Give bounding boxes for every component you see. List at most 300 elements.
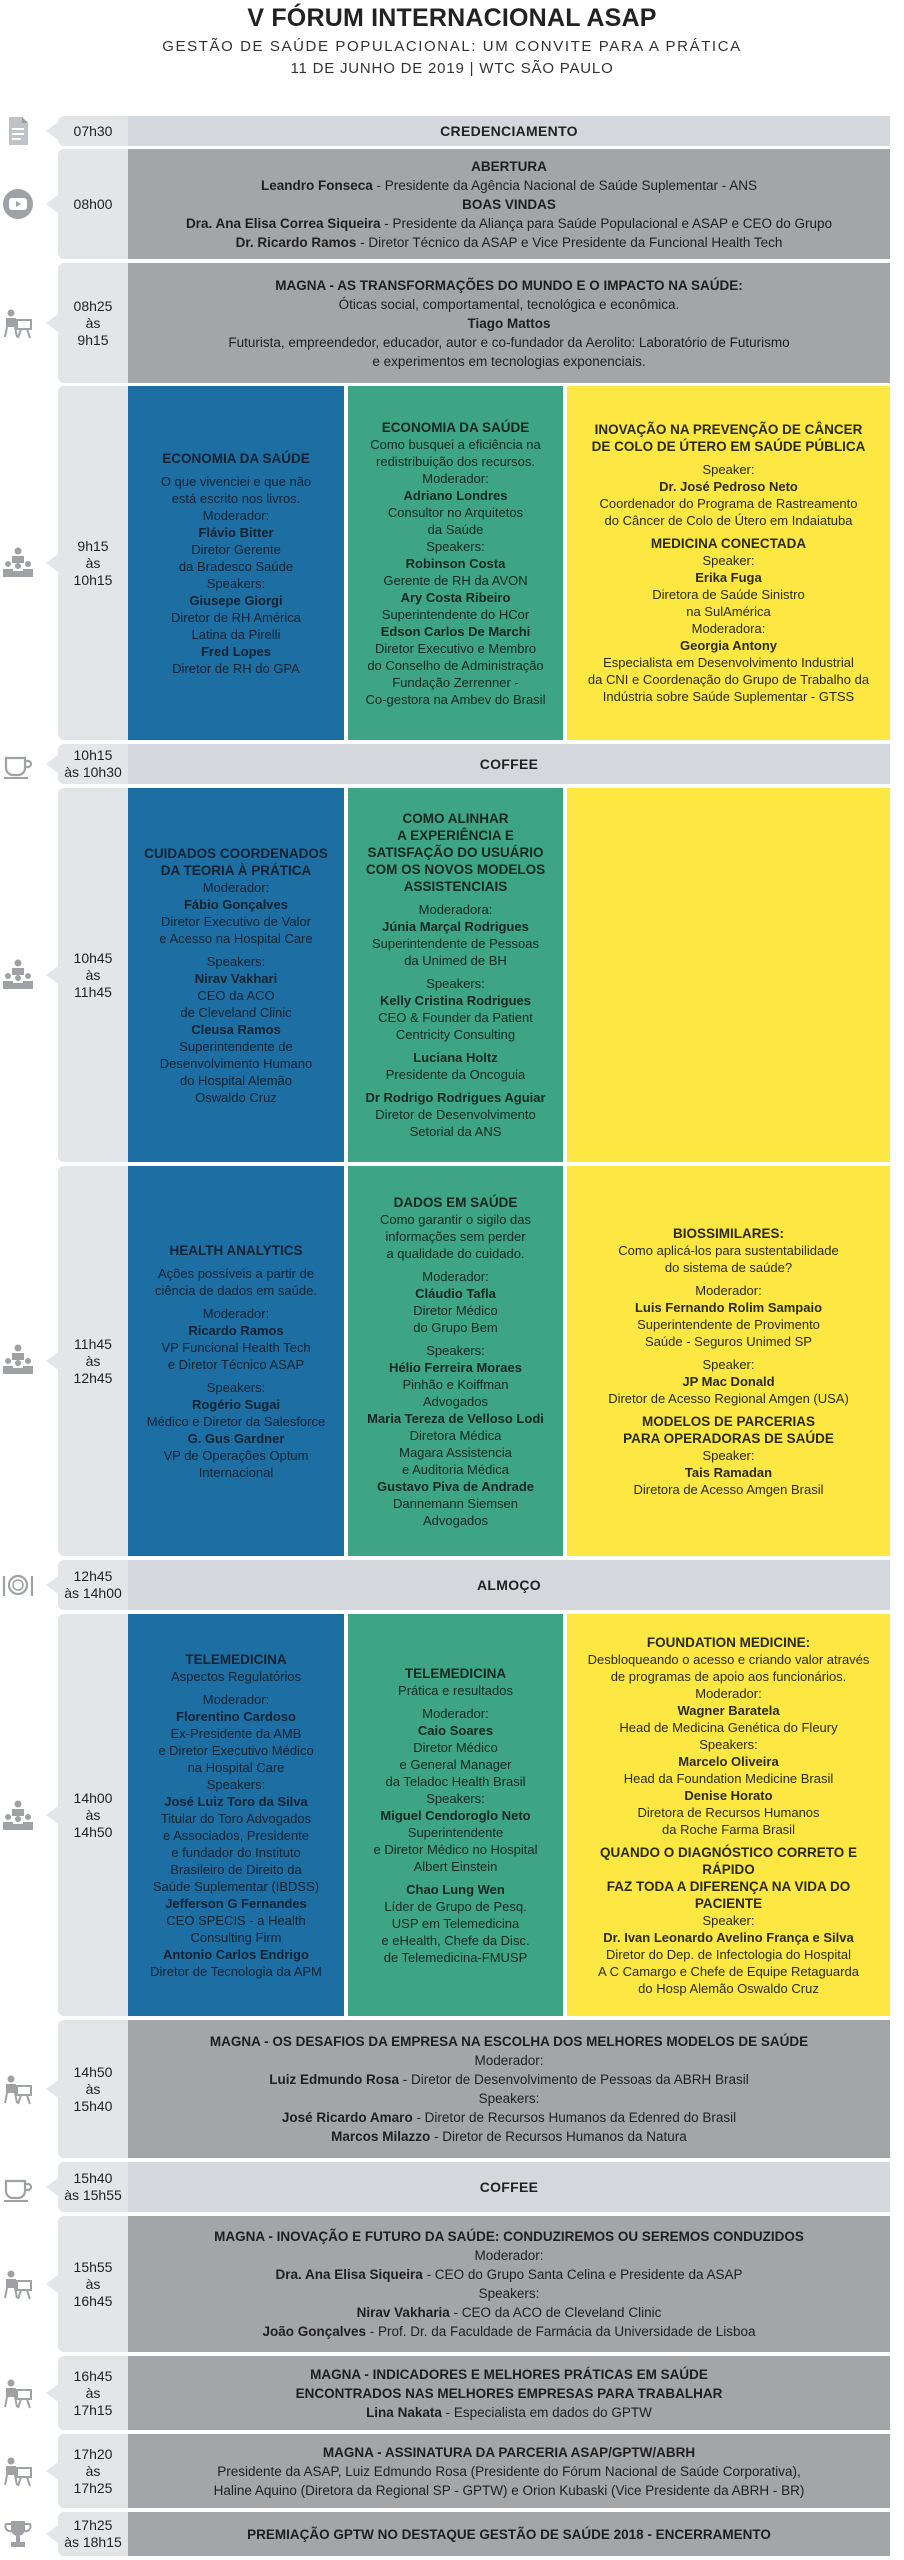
role-label: Moderador: [695, 1282, 762, 1298]
role-label: Speaker: [702, 462, 755, 477]
speaker-name: G. Gus Gardner [187, 1430, 285, 1446]
speaker-name: Lina Nakata [366, 2404, 442, 2420]
speaker-role: VP Funcional Health Tech [161, 1339, 311, 1355]
speaker-audience-icon [0, 2071, 36, 2107]
speaker-audience-icon [0, 2453, 36, 2489]
schedule-row-magna-transformacoes [0, 263, 904, 383]
session-magna [128, 2216, 890, 2352]
speaker-audience-icon [0, 2375, 36, 2411]
time-label: 12h45 às 14h00 [58, 1560, 128, 1610]
speaker-role: Diretor Médico [413, 1739, 498, 1755]
schedule-row-magna-assinatura [0, 2434, 904, 2508]
schedule-row-premiacao [0, 2512, 904, 2556]
speaker-role: da Teladoc Health Brasil [385, 1773, 526, 1789]
speaker-role: Diretora de Saúde Sinistro [652, 587, 805, 602]
speaker-role: e Diretor Médico no Hospital [373, 1841, 538, 1857]
session-heading: SATISFAÇÃO DO USUÁRIO [367, 845, 544, 860]
speaker-name: Adriano Londres [403, 487, 508, 503]
speaker-role: de Cleveland Clinic [180, 1004, 292, 1020]
session-column-yellow [567, 1614, 890, 2016]
session-column-yellow-empty [567, 788, 890, 1162]
panel-icon [0, 1341, 36, 1377]
session-line [269, 2070, 748, 2089]
time-label: 17h20 às 17h25 [58, 2434, 128, 2508]
session-title: ALMOÇO [128, 1560, 890, 1610]
session-title [128, 2512, 890, 2556]
speaker-role: Dannemann Siemsen [392, 1495, 519, 1511]
speaker-role: Superintendente de Pessoas [372, 936, 539, 951]
speaker-role: Diretor de RH do GPA [172, 660, 300, 676]
session-heading: INOVAÇÃO NA PREVENÇÃO DE CÂNCER [594, 422, 863, 437]
schedule-row-magna-indicadores [0, 2356, 904, 2430]
speaker-name: Dr. Ricardo Ramos [235, 234, 357, 250]
role-label: Speakers: [478, 2091, 540, 2106]
speaker-role: Saúde - Seguros Unimed SP [645, 1333, 812, 1349]
speaker-role: Diretora Médica [409, 1427, 502, 1443]
role-label: Speaker: [702, 1447, 755, 1463]
session-line: Haline Aquino (Diretora da Regional SP - GPTW) e Orion Kubaski (Vice Presidente da ABRH - BR) [213, 2482, 805, 2498]
schedule-row-panel-0915 [0, 386, 904, 740]
speaker-name: Edson Carlos De Marchi [380, 623, 531, 639]
session-heading: QUANDO O DIAGNÓSTICO CORRETO E RÁPIDO [599, 1844, 857, 1877]
session-heading: MAGNA - AS TRANSFORMAÇÕES DO MUNDO E O IMPACTO NA SAÚDE: [275, 277, 743, 293]
parallel-sessions [128, 1614, 890, 2016]
session-magna [128, 263, 890, 383]
speaker-role: Centricity Consulting [395, 1027, 516, 1042]
speaker-role: - Diretor de Recursos Humanos da Edenred do Brasil [412, 2110, 737, 2125]
role-label: Moderadora: [418, 902, 493, 917]
session-desc: do sistema de saúde? [664, 1259, 793, 1275]
session-heading: TELEMEDICINA [185, 1651, 287, 1667]
schedule-row-panel-1145 [0, 1166, 904, 1556]
speaker-name: Luiz Edmundo Rosa [269, 2072, 400, 2087]
schedule-row-credenciamento [0, 116, 904, 146]
time-label: 15h40 às 15h55 [58, 2162, 128, 2212]
role-label: Moderador: [202, 507, 270, 523]
session-column-green [348, 788, 563, 1162]
role-label: Speakers: [426, 538, 485, 554]
speaker-role: VP de Operações Optum [163, 1447, 309, 1463]
event-date: 11 DE JUNHO DE 2019 | WTC SÃO PAULO [290, 60, 614, 77]
speaker-audience-icon [0, 2266, 36, 2302]
speaker-role: Fundação Zerrenner - [392, 674, 519, 690]
speaker-role: e General Manager [399, 1756, 512, 1772]
schedule-row-abertura [0, 149, 904, 259]
speaker-role: Internacional [198, 1464, 274, 1480]
speaker-role: na Hospital Care [187, 1759, 285, 1775]
speaker-name: Dra. Ana Elisa Siqueira [275, 2267, 423, 2282]
role-label: Moderador: [474, 2248, 544, 2263]
speaker-role: Diretor de Tecnologia da APM [150, 1963, 322, 1979]
parallel-sessions [128, 386, 890, 740]
speaker-role: Diretor Gerente [191, 541, 281, 557]
speaker-name: Ary Costa Ribeiro [400, 589, 511, 605]
session-desc: ciência de dados em saúde. [155, 1282, 317, 1298]
role-label: Speakers: [206, 575, 266, 591]
speaker-role: do Hospital Alemão [179, 1072, 292, 1088]
session-title: COFFEE [128, 744, 890, 784]
speaker-role: Setorial da ANS [409, 1124, 502, 1139]
speaker-name: Leandro Fonseca [260, 177, 373, 193]
speaker-role: Diretor Executivo de Valor [160, 913, 312, 929]
panel-icon [0, 544, 36, 580]
speaker-role: Coordenador do Programa de Rastreamento [599, 496, 858, 511]
role-label: Speakers: [206, 1379, 266, 1395]
speaker-name: Tais Ramadan [684, 1464, 773, 1480]
speaker-role: e Associados, Presidente [163, 1827, 309, 1843]
speaker-name: Caio Soares [417, 1722, 494, 1738]
speaker-role: - Presidente da Aliança para Saúde Populacional e ASAP e CEO do Grupo [380, 215, 833, 231]
session-heading: A EXPERIÊNCIA E [397, 828, 514, 843]
speaker-name: Wagner Baratela [677, 1702, 780, 1718]
speaker-name: Fred Lopes [200, 643, 272, 659]
speaker-name: Dr. Ivan Leonardo Avelino França e Silva [603, 1929, 854, 1945]
time-label: 17h25 às 18h15 [58, 2512, 128, 2556]
speaker-role: Latina da Pirelli [191, 626, 281, 642]
session-heading: MAGNA - INDICADORES E MELHORES PRÁTICAS EM SAÚDE [310, 2366, 708, 2382]
session-heading: TELEMEDICINA [404, 1665, 507, 1681]
time-label: 10h45 às 11h45 [58, 788, 128, 1162]
speaker-role: da CNI e Coordenação do Grupo de Trabalho da [587, 672, 870, 687]
session-heading: MODELOS DE PARCERIAS [641, 1413, 815, 1429]
session-heading: DA TEORIA À PRÁTICA [160, 862, 312, 878]
speaker-role: Consultor no Arquitetos [387, 504, 524, 520]
event-subtitle: GESTÃO DE SAÚDE POPULACIONAL: UM CONVITE PARA A PRÁTICA [162, 38, 742, 55]
speaker-name: Denise Horato [684, 1787, 773, 1803]
speaker-role: Ex-Presidente da AMB [170, 1725, 302, 1741]
session-heading: ASSISTENCIAIS [403, 879, 508, 894]
speaker-role: - Prof. Dr. da Faculdade de Farmácia da Universidade de Lisboa [366, 2324, 756, 2339]
role-label: Speaker: [702, 1912, 755, 1928]
speaker-role: Desenvolvimento Humano [159, 1055, 313, 1071]
speaker-role: e Acesso na Hospital Care [159, 930, 313, 946]
panel-icon [0, 1797, 36, 1833]
speaker-role: Diretor de RH América [170, 609, 302, 625]
schedule-row-almoco [0, 1560, 904, 1610]
speaker-role: Magara Assistencia [399, 1444, 512, 1460]
session-heading: HEALTH ANALYTICS [169, 1242, 303, 1258]
role-label: Moderador: [422, 470, 489, 486]
speaker-role: do Hosp Alemão Oswaldo Cruz [638, 1980, 819, 1996]
speaker-role: - Especialista em dados do GPTW [441, 2404, 652, 2420]
session-desc: O que vivenciei e que não [160, 473, 312, 489]
session-heading: MAGNA - OS DESAFIOS DA EMPRESA NA ESCOLHA DOS MELHORES MODELOS DE SAÚDE [209, 2034, 809, 2049]
speaker-name: JP Mac Donald [682, 1373, 775, 1389]
speaker-role: e fundador do Instituto [171, 1844, 301, 1860]
session-line: Óticas social, comportamental, tecnológica e econômica. [338, 296, 680, 312]
session-heading: ABERTURA [471, 158, 547, 174]
session-column-blue [128, 788, 344, 1162]
session-desc: está escrito nos livros. [171, 490, 301, 506]
role-label: Moderador: [202, 879, 270, 895]
session-column-blue [128, 1614, 344, 2016]
role-label: Speakers: [699, 1736, 758, 1752]
speaker-role: Superintendente de Provimento [637, 1316, 820, 1332]
speaker-name: Antonio Carlos Endrigo [163, 1946, 309, 1962]
role-label: Moderador: [422, 1705, 489, 1721]
speaker-role: do Conselho de Administração [367, 657, 544, 673]
time-label: 08h25 às 9h15 [58, 263, 128, 383]
speaker-role: Titular do Toro Advogados [160, 1810, 312, 1826]
speaker-name: Giusepe Giorgi [189, 592, 283, 608]
speaker-role: da Unimed de BH [404, 953, 507, 968]
session-column-yellow [567, 386, 890, 740]
session-desc: Ações possíveis a partir de [157, 1265, 315, 1281]
video-play-icon [0, 186, 36, 222]
speaker-role: - CEO do Grupo Santa Celina e Presidente da ASAP [422, 2267, 743, 2282]
session-heading: MAGNA - ASSINATURA DA PARCERIA ASAP/GPTW/ABRH [322, 2444, 696, 2460]
speaker-name: Cleusa Ramos [191, 1021, 281, 1037]
page-header [0, 0, 904, 84]
speaker-role: da Bradesco Saúde [178, 558, 294, 574]
time-label: 10h15 às 10h30 [58, 744, 128, 784]
speaker-role: Presidente da Oncoguia [385, 1067, 526, 1082]
speaker-role: Diretor do Dep. de Infectologia do Hospital [606, 1946, 851, 1962]
session-heading: CUIDADOS COORDENADOS [144, 845, 328, 861]
session-desc: Como garantir o sigilo das [379, 1211, 532, 1227]
speaker-role: do Grupo Bem [413, 1319, 498, 1335]
session-heading: FOUNDATION MEDICINE: [646, 1634, 811, 1650]
schedule-row-coffee-1 [0, 744, 904, 784]
session-magna [128, 2020, 890, 2158]
speaker-role: e Diretor Executivo Médico [158, 1742, 314, 1758]
speaker-name: Tiago Mattos [467, 315, 551, 331]
speaker-role: Diretor Executivo e Membro [374, 640, 537, 656]
session-line [366, 2403, 652, 2422]
speaker-role: de Telemedicina-FMUSP [383, 1949, 528, 1965]
session-heading: MEDICINA CONECTADA [650, 536, 807, 551]
session-desc: Como aplicá-los para sustentabilidade [618, 1242, 839, 1258]
session-heading: MAGNA - INOVAÇÃO E FUTURO DA SAÚDE: CONDUZIREMOS OU SEREMOS CONDUZIDOS [214, 2229, 804, 2244]
session-column-blue [128, 386, 344, 740]
time-label: 08h00 [58, 149, 128, 259]
session-abertura [128, 149, 890, 259]
plate-cutlery-icon [0, 1567, 36, 1603]
speaker-name: Fábio Gonçalves [183, 896, 289, 912]
session-heading: ECONOMIA DA SAÚDE [381, 419, 530, 435]
speaker-role: Diretora de Acesso Amgen Brasil [633, 1481, 824, 1497]
session-heading: FAZ TODA A DIFERENÇA NA VIDA DO PACIENTE [606, 1878, 851, 1911]
schedule-row-magna-desafios [0, 2020, 904, 2158]
speaker-role: A C Camargo e Chefe de Equipe Retaguarda [598, 1963, 859, 1979]
role-label: Speakers: [206, 1776, 266, 1792]
speaker-name: Georgia Antony [679, 638, 778, 653]
time-label: 14h00 às 14h50 [58, 1614, 128, 2016]
role-label: Moderador: [695, 1685, 762, 1701]
speaker-role: CEO & Founder da Patient [378, 1010, 533, 1025]
session-heading: DE COLO DE ÚTERO EM SAÚDE PÚBLICA [591, 439, 866, 454]
speaker-name: Cláudio Tafla [415, 1285, 496, 1301]
speaker-role: Saúde Suplementar (IBDSS) [152, 1878, 320, 1894]
speaker-name: Miguel Cendoroglo Neto [380, 1807, 531, 1823]
session-line: Presidente da ASAP, Luiz Edmundo Rosa (Presidente do Fórum Nacional de Saúde Corporativa), [217, 2463, 801, 2479]
speaker-role: Diretor de Desenvolvimento [375, 1107, 536, 1122]
session-line [276, 2265, 743, 2284]
speaker-name: Chao Lung Wen [406, 1881, 505, 1897]
session-heading: PARA OPERADORAS DE SAÚDE [623, 1430, 834, 1446]
speaker-name: Gustavo Piva de Andrade [376, 1478, 534, 1494]
speaker-name: Luis Fernando Rolim Sampaio [634, 1299, 823, 1315]
speaker-role: e Auditoria Médica [402, 1461, 509, 1477]
session-desc: Desbloqueando o acesso e criando valor através [587, 1651, 870, 1667]
role-label: Moderador: [202, 1691, 270, 1707]
panel-icon [0, 956, 36, 992]
speaker-role: Consulting Firm [190, 1929, 282, 1945]
speaker-role: Diretora de Recursos Humanos [637, 1804, 820, 1820]
speaker-role: da Saúde [427, 521, 484, 537]
speaker-role: Superintendente de [179, 1038, 293, 1054]
speaker-role: Especialista em Desenvolvimento Industrial [603, 655, 854, 670]
speaker-name: Maria Tereza de Velloso Lodi [367, 1410, 544, 1426]
time-label: 14h50 às 15h40 [58, 2020, 128, 2158]
session-desc: de programas de apoio aos funcionários. [610, 1668, 847, 1684]
schedule-row-magna-inovacao [0, 2216, 904, 2352]
speaker-role: CEO SPECIS - a Health [166, 1912, 306, 1928]
session-heading: BOAS VINDAS [462, 196, 556, 212]
speaker-name: Jefferson G Fernandes [165, 1895, 307, 1911]
time-label: 16h45 às 17h15 [58, 2356, 128, 2430]
session-line [261, 176, 757, 195]
session-desc: Aspectos Regulatórios [170, 1668, 302, 1684]
speaker-name: Florentino Cardoso [176, 1708, 296, 1724]
session-desc: Prática e resultados [398, 1682, 513, 1698]
speaker-name: José Luiz Toro da Silva [164, 1793, 308, 1809]
session-heading: DADOS EM SAÚDE [393, 1194, 518, 1210]
speaker-role: Superintendente [407, 1824, 504, 1840]
speaker-name: Nirav Vakharia [356, 2305, 450, 2320]
session-line [186, 214, 832, 233]
speaker-name: Ricardo Ramos [188, 1322, 284, 1338]
time-label: 9h15 às 10h15 [58, 386, 128, 740]
speaker-role: Médico e Diretor da Salesforce [146, 1413, 326, 1429]
speaker-role: - CEO da ACO de Cleveland Clinic [449, 2305, 662, 2320]
speaker-name: Júnia Marçal Rodrigues [382, 919, 529, 934]
role-label: Moderadora: [691, 621, 766, 636]
session-heading: ECONOMIA DA SAÚDE [162, 450, 310, 466]
time-label: 11h45 às 12h45 [58, 1166, 128, 1556]
speaker-role: Brasileiro de Direito da [170, 1861, 302, 1877]
session-line [282, 2108, 736, 2127]
speaker-role: Líder de Grupo de Pesq. [384, 1898, 527, 1914]
event-title: V FÓRUM INTERNACIONAL ASAP [247, 4, 657, 32]
role-label: Moderador: [202, 1305, 270, 1321]
role-label: Speakers: [426, 1790, 485, 1806]
speaker-role: Head da Foundation Medicine Brasil [623, 1770, 834, 1786]
session-line [331, 2127, 687, 2146]
speaker-role: Head de Medicina Genética do Fleury [619, 1719, 838, 1735]
speaker-name: José Ricardo Amaro [281, 2110, 413, 2125]
speaker-name: Flávio Bitter [198, 524, 274, 540]
document-icon [0, 113, 36, 149]
speaker-name: Hélio Ferreira Moraes [389, 1359, 522, 1375]
session-title: CREDENCIAMENTO [128, 116, 890, 146]
speaker-role: - Diretor de Recursos Humanos da Natura [430, 2129, 687, 2144]
speaker-role: e eHealth, Chefe da Disc. [381, 1932, 530, 1948]
speaker-name: Nirav Vakhari [194, 970, 278, 986]
time-label: 15h55 às 16h45 [58, 2216, 128, 2352]
speaker-role: Pinhão e Koiffman [402, 1376, 509, 1392]
session-line [262, 2322, 755, 2341]
speaker-role: Superintendente do HCor [381, 606, 530, 622]
speaker-name: João Gonçalves [262, 2324, 367, 2339]
session-heading: PREMIAÇÃO GPTW NO DESTAQUE GESTÃO DE SAÚDE 2018 - ENCERRAMENTO [247, 2526, 771, 2542]
speaker-role: CEO da ACO [197, 987, 275, 1003]
role-label: Moderador: [422, 1268, 489, 1284]
session-column-green [348, 1614, 563, 2016]
session-desc: Como busquei a eficiência na [370, 436, 541, 452]
speaker-role: e Diretor Técnico ASAP [167, 1356, 305, 1372]
speaker-role: Co-gestora na Ambev do Brasil [365, 691, 546, 707]
role-label: Speaker: [702, 553, 755, 568]
session-title: COFFEE [128, 2162, 890, 2212]
speaker-audience-icon [0, 305, 36, 341]
speaker-role: Diretor de Acesso Regional Amgen (USA) [608, 1390, 849, 1406]
session-column-green [348, 1166, 563, 1556]
coffee-cup-icon [0, 2169, 36, 2205]
speaker-name: Dr. José Pedroso Neto [659, 479, 798, 494]
speaker-role: Gerente de RH da AVON [383, 572, 528, 588]
role-label: Speakers: [206, 953, 266, 969]
schedule-row-panel-1045 [0, 788, 904, 1162]
speaker-name: Erika Fuga [695, 570, 762, 585]
session-magna [128, 2356, 890, 2430]
session-line [236, 233, 783, 252]
speaker-role: Futurista, empreendedor, educador, autor e co-fundador da Aerolito: Laboratório de Futurismo [228, 334, 790, 350]
speaker-name: Dr Rodrigo Rodrigues Aguiar [365, 1090, 546, 1105]
speaker-name: Dra. Ana Elisa Correa Siqueira [185, 215, 381, 231]
speaker-role: Advogados [422, 1393, 489, 1409]
speaker-role: Indústria sobre Saúde Suplementar - GTSS [602, 689, 855, 704]
role-label: Speaker: [702, 1356, 755, 1372]
speaker-role: - Diretor de Desenvolvimento de Pessoas da ABRH Brasil [399, 2072, 749, 2087]
speaker-role: Oswaldo Cruz [195, 1089, 277, 1105]
parallel-sessions [128, 1166, 890, 1556]
session-desc: informações sem perder [385, 1228, 526, 1244]
speaker-role: Diretor Médico [413, 1302, 498, 1318]
speaker-name: Marcos Milazzo [331, 2129, 431, 2144]
session-heading: COMO ALINHAR [402, 811, 509, 826]
speaker-name: Kelly Cristina Rodrigues [380, 993, 531, 1008]
coffee-cup-icon [0, 746, 36, 782]
session-line [357, 2303, 662, 2322]
speaker-role: - Presidente da Agência Nacional de Saúde Suplementar - ANS [372, 177, 758, 193]
speaker-role: da Roche Farma Brasil [662, 1821, 795, 1837]
trophy-icon [0, 2516, 36, 2552]
speaker-role: na SulAmérica [686, 604, 771, 619]
role-label: Moderador: [474, 2053, 544, 2068]
session-desc: redistribuição dos recursos. [376, 453, 535, 469]
schedule-row-panel-1400 [0, 1614, 904, 2016]
speaker-role: Advogados [422, 1512, 489, 1528]
role-label: Speakers: [426, 976, 485, 991]
session-heading: BIOSSIMILARES: [672, 1225, 784, 1241]
speaker-name: Luciana Holtz [413, 1050, 498, 1065]
session-column-green [348, 386, 563, 740]
speaker-role: Albert Einstein [413, 1858, 498, 1874]
session-column-blue [128, 1166, 344, 1556]
speaker-name: Robinson Costa [405, 555, 506, 571]
role-label: Speakers: [478, 2286, 540, 2301]
time-label: 07h30 [58, 116, 128, 146]
speaker-role: USP em Telemedicina [391, 1915, 520, 1931]
speaker-role: do Câncer de Colo de Útero em Indaiatuba [604, 513, 853, 528]
speaker-name: Rogério Sugai [191, 1396, 281, 1412]
session-desc: a qualidade do cuidado. [386, 1245, 525, 1261]
session-magna [128, 2434, 890, 2508]
role-label: Speakers: [426, 1342, 485, 1358]
schedule-row-coffee-2 [0, 2162, 904, 2212]
speaker-name: Marcelo Oliveira [678, 1753, 779, 1769]
